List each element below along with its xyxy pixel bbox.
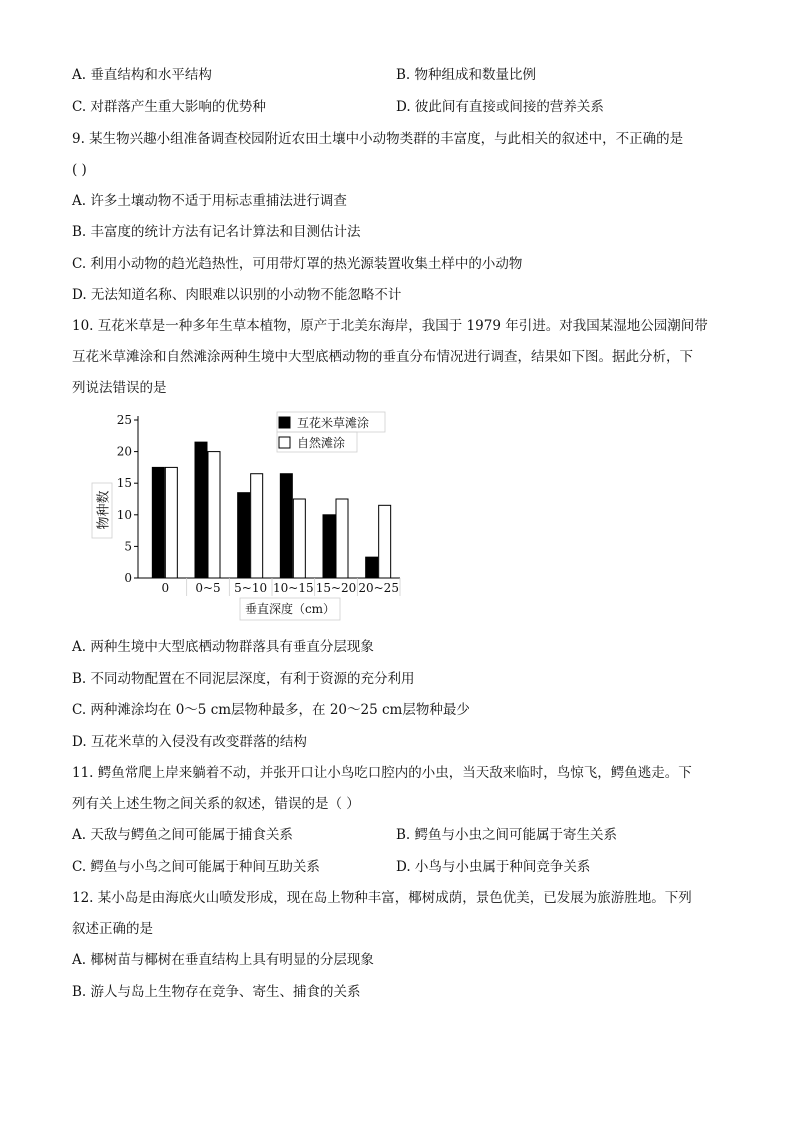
q10-stem-line2: 互花米草滩涂和自然滩涂两种生境中大型底栖动物的垂直分布情况进行调查，结果如下图。据此分析，下	[72, 349, 693, 365]
bar-spartina	[366, 557, 378, 578]
q11-stem-line1: 11. 鳄鱼常爬上岸来躺着不动，并张开口让小鸟吃口腔内的小虫，当天敌来临时，鸟惊飞，鳄鱼逃走。下	[72, 765, 692, 781]
bar-spartina	[280, 474, 292, 578]
q10-stem-line3: 列说法错误的是	[72, 380, 167, 396]
q9-stem-line2: ( )	[72, 162, 87, 178]
legend-swatch-natural	[279, 437, 290, 448]
q9-stem-line1: 9. 某生物兴趣小组准备调查校园附近农田土壤中小动物类群的丰富度，与此相关的叙述中，不正确的是	[72, 131, 684, 147]
q9-option-c: C. 利用小动物的趋光趋热性，可用带灯罩的热光源装置收集土样中的小动物	[72, 256, 523, 272]
q10-stem-line1: 10. 互花米草是一种多年生草本植物，原产于北美东海岸，我国于 1979 年引进。对我国某湿地公园潮间带	[72, 318, 708, 334]
q12-stem-line2: 叙述正确的是	[72, 921, 153, 937]
bar-spartina	[152, 467, 164, 578]
q10-option-c: C. 两种滩涂均在 0～5 cm层物种最多，在 20～25 cm层物种最少	[72, 702, 470, 718]
x-tick-label: 15~20	[315, 581, 357, 595]
q8-option-c: C. 对群落产生重大影响的优势种	[72, 99, 266, 115]
bar-natural	[208, 452, 220, 578]
bar-natural	[293, 499, 305, 578]
q8-option-a: A. 垂直结构和水平结构	[72, 67, 212, 83]
q8-option-b: B. 物种组成和数量比例	[396, 67, 537, 83]
y-tick-label: 20	[116, 444, 132, 459]
bar-natural	[336, 499, 348, 578]
y-tick-label: 15	[116, 476, 132, 491]
q10-option-a: A. 两种生境中大型底栖动物群落具有垂直分层现象	[72, 639, 374, 655]
bar-chart	[90, 408, 420, 623]
q10-option-d: D. 互花米草的入侵没有改变群落的结构	[72, 734, 307, 750]
q9-option-b: B. 丰富度的统计方法有记名计算法和目测估计法	[72, 224, 361, 240]
y-tick-label: 5	[124, 539, 132, 554]
bar-natural	[251, 474, 263, 578]
legend-label-spartina: 互花米草滩涂	[297, 416, 370, 430]
q11-option-a: A. 天敌与鳄鱼之间可能属于捕食关系	[72, 827, 293, 843]
q11-option-c: C. 鳄鱼与小鸟之间可能属于种间互助关系	[72, 859, 320, 875]
q12-option-b: B. 游人与岛上生物存在竞争、寄生、捕食的关系	[72, 984, 361, 1000]
y-tick-label: 25	[116, 413, 132, 427]
q11-option-b: B. 鳄鱼与小虫之间可能属于寄生关系	[396, 827, 618, 843]
x-tick-label: 20~25	[358, 581, 399, 595]
bar-spartina	[238, 493, 250, 578]
q12-stem-line1: 12. 某小岛是由海底火山喷发形成，现在岛上物种丰富，椰树成荫，景色优美，已发展为旅游胜地。下列	[72, 890, 692, 906]
y-axis-label: 物种数	[96, 490, 112, 530]
x-tick-label: 0~5	[195, 581, 221, 595]
x-tick-label: 10~15	[273, 581, 314, 595]
legend-swatch-spartina	[279, 417, 290, 428]
y-tick-label: 10	[116, 507, 132, 522]
q11-option-d: D. 小鸟与小虫属于种间竞争关系	[396, 859, 591, 875]
q12-option-a: A. 椰树苗与椰树在垂直结构上具有明显的分层现象	[72, 952, 374, 968]
bar-natural	[379, 505, 391, 578]
q11-stem-line2: 列有关上述生物之间关系的叙述，错误的是（ ）	[72, 796, 360, 812]
bar-spartina	[195, 442, 207, 578]
x-axis-label: 垂直深度（cm）	[244, 602, 336, 616]
x-tick-label: 0	[161, 581, 170, 595]
q8-option-d: D. 彼此间有直接或间接的营养关系	[396, 99, 604, 115]
bar-spartina	[323, 515, 335, 578]
y-tick-label: 0	[124, 571, 132, 585]
bar-natural	[165, 467, 177, 578]
legend-label-natural: 自然滩涂	[297, 436, 346, 450]
q9-option-a: A. 许多土壤动物不适于用标志重捕法进行调查	[72, 193, 347, 209]
x-tick-label: 5~10	[234, 581, 268, 595]
q10-option-b: B. 不同动物配置在不同泥层深度，有利于资源的充分利用	[72, 671, 415, 687]
legend	[277, 412, 385, 452]
q9-option-d: D. 无法知道名称、肉眼难以识别的小动物不能忽略不计	[72, 287, 402, 303]
